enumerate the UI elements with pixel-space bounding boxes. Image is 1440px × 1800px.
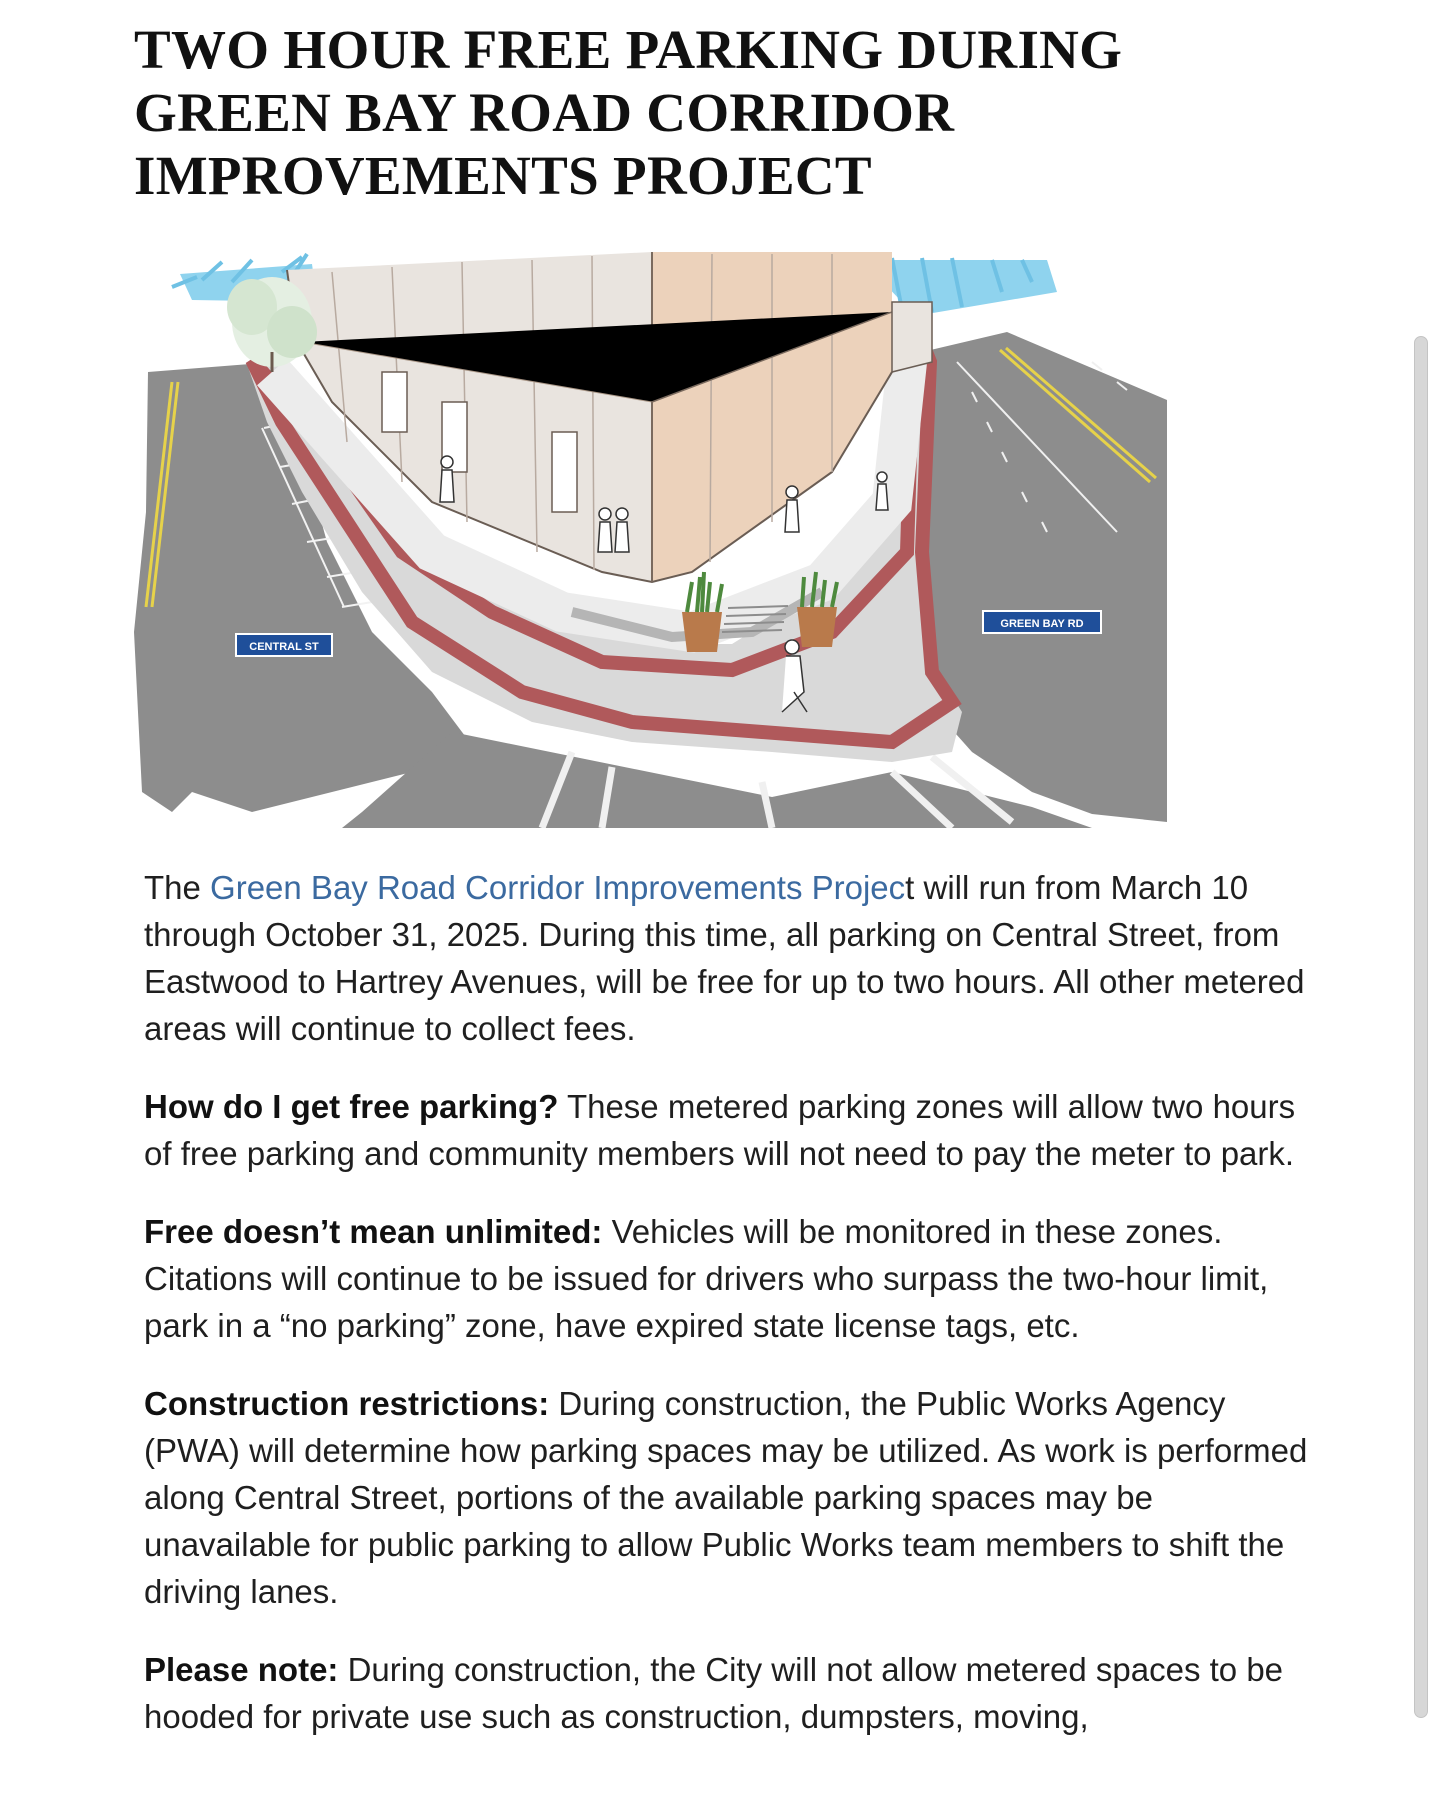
section-heading: Construction restrictions: <box>144 1385 550 1422</box>
green-bay-rd-label: GREEN BAY RD <box>1000 618 1084 630</box>
section-free-parking <box>144 1083 1324 1177</box>
article-headline: TWO HOUR FREE PARKING DURING GREEN BAY ROAD CORRIDOR IMPROVEMENTS PROJECT <box>134 19 1123 206</box>
intro-prefix: The <box>144 869 211 906</box>
project-link[interactable]: Green Bay Road Corridor Improvements Projec <box>210 869 906 906</box>
streetscape-rendering <box>132 252 1192 828</box>
planter-left <box>682 572 722 652</box>
hero-illustration <box>132 252 1192 828</box>
green-bay-rd-sign <box>983 611 1101 633</box>
central-st-sign <box>236 634 332 656</box>
vertical-scrollbar[interactable] <box>1414 336 1428 1718</box>
section-body: During construction, the City will not allow metered spaces to be hooded for private use such as construction, dumpsters, moving, <box>144 1651 1284 1735</box>
section-heading: How do I get free parking? <box>144 1088 559 1125</box>
section-body: These metered parking zones will allow two hours of free parking and community members will not need to pay the meter to park. <box>144 1088 1296 1172</box>
section-please-note <box>144 1646 1324 1740</box>
section-unlimited <box>144 1208 1324 1349</box>
section-heading: Please note: <box>144 1651 339 1688</box>
section-construction <box>144 1380 1324 1615</box>
section-body: During construction, the Public Works Agency (PWA) will determine how parking spaces may be utilized. As work is performed along Central Street, portions of the available parking spaces may be unavailable for public parking to allow Public Works team members to shift the driving lanes. <box>144 1385 1308 1610</box>
article-body <box>144 864 1324 1771</box>
intro-suffix: t will run from March 10 through October 31, 2025. During this time, all parking on Central Street, from Eastwood to Hartrey Avenues, will be free for up to two hours. All other metered areas will continue to collect fees. <box>144 869 1305 1047</box>
section-body: Vehicles will be monitored in these zones. Citations will continue to be issued for drivers who surpass the two-hour limit, park in a “no parking” zone, have expired state license tags, etc. <box>144 1213 1269 1344</box>
central-st-label: CENTRAL ST <box>249 641 319 653</box>
section-heading: Free doesn’t mean unlimited: <box>144 1213 603 1250</box>
intro-paragraph <box>144 864 1324 1052</box>
